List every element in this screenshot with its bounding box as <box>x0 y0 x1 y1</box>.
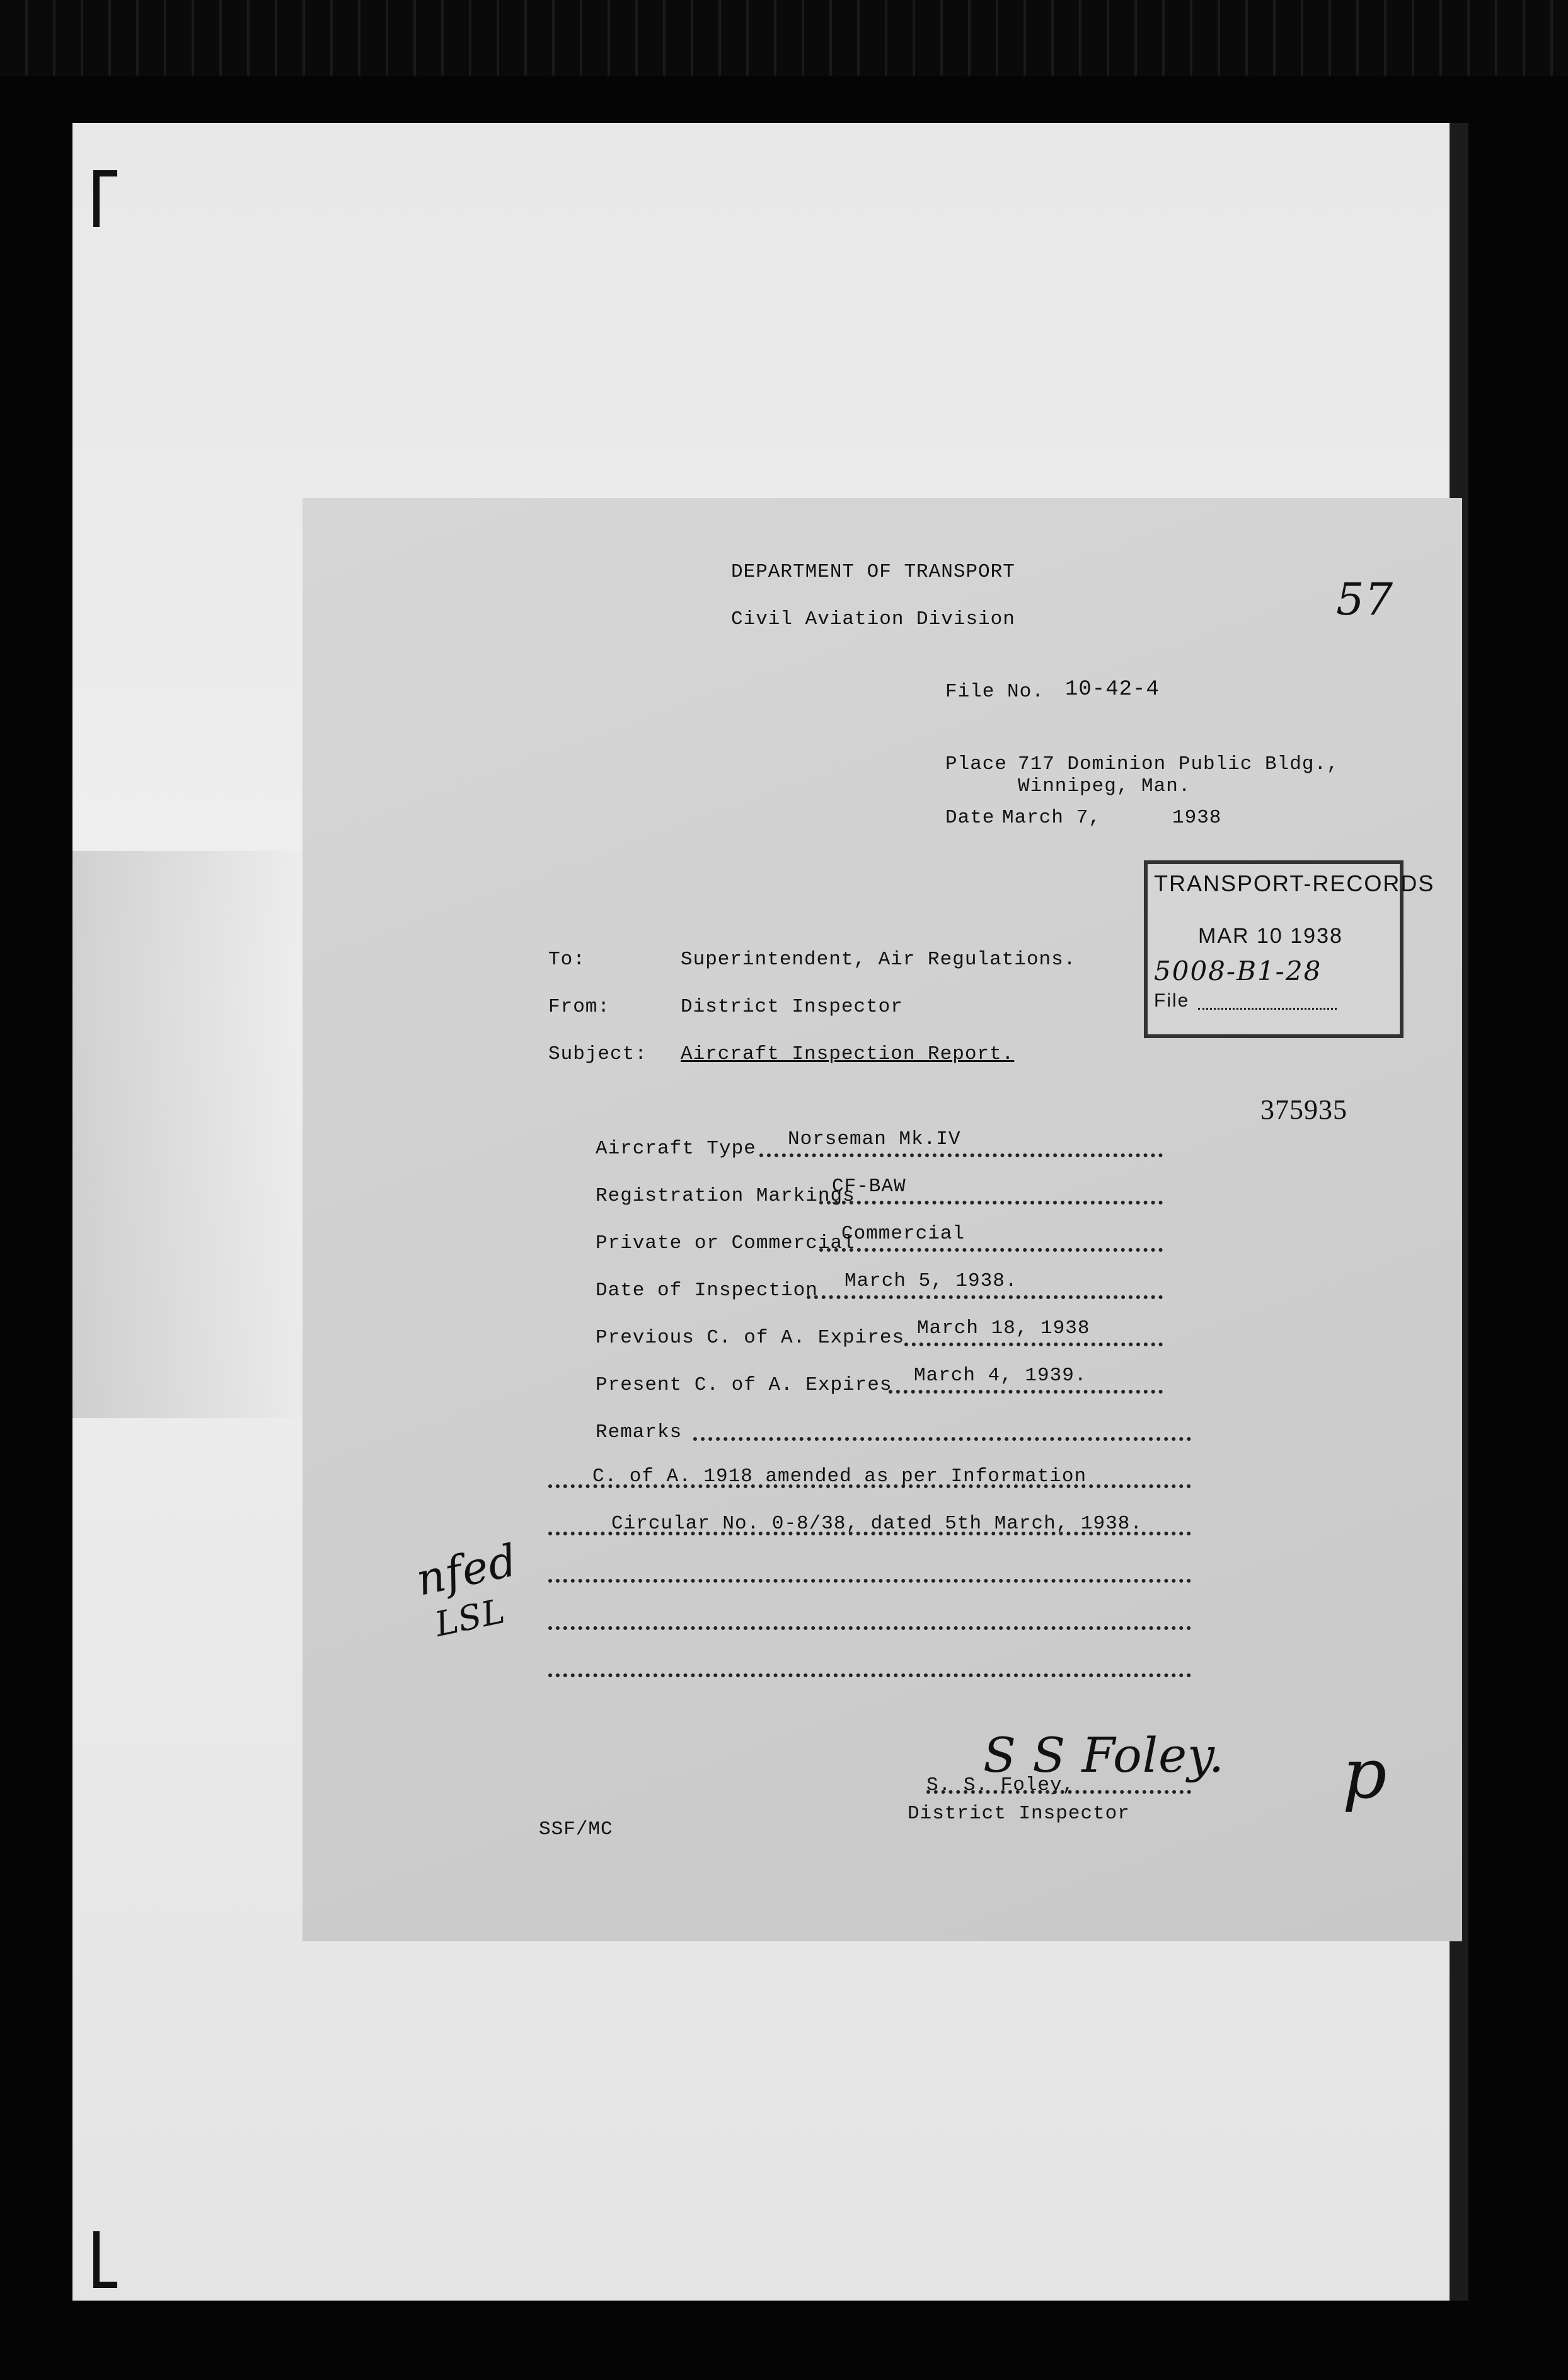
field-line <box>819 1248 1163 1252</box>
remarks-line <box>548 1673 1191 1677</box>
field-value-private-commercial: Commercial <box>841 1223 966 1245</box>
place-label: Place <box>945 753 1008 775</box>
stamp-date: MAR 10 1938 <box>1198 924 1343 948</box>
field-line <box>904 1343 1163 1346</box>
field-line <box>759 1153 1163 1157</box>
date-year: 1938 <box>1172 807 1222 829</box>
place-line-1: 717 Dominion Public Bldg., <box>1018 753 1339 775</box>
signature-title: District Inspector <box>908 1803 1130 1825</box>
typist-reference: SSF/MC <box>539 1818 613 1840</box>
department-heading: DEPARTMENT OF TRANSPORT <box>731 561 1015 583</box>
field-value-previous-expiry: March 18, 1938 <box>917 1317 1090 1339</box>
handwritten-note-line-2: LSL <box>431 1591 509 1644</box>
field-label-private-commercial: Private or Commercial <box>596 1232 855 1254</box>
crop-mark-bottom-left <box>93 2231 117 2288</box>
stamp-file-number: 5008-B1-28 <box>1154 956 1322 986</box>
field-value-present-expiry: March 4, 1939. <box>914 1365 1087 1387</box>
field-label-present-expiry: Present C. of A. Expires <box>596 1374 892 1396</box>
to-label: To: <box>548 949 585 971</box>
division-heading: Civil Aviation Division <box>731 608 1015 630</box>
stamp-file-label: File <box>1154 990 1190 1011</box>
records-stamp <box>1144 860 1435 1038</box>
crop-mark-top-left <box>93 170 117 227</box>
remarks-line <box>548 1579 1191 1583</box>
to-value: Superintendent, Air Regulations. <box>681 949 1076 971</box>
remarks-line-2: Circular No. 0-8/38, dated 5th March, 1938. <box>611 1513 1143 1535</box>
field-label-aircraft-type: Aircraft Type <box>596 1138 756 1160</box>
reference-number: 375935 <box>1260 1094 1347 1125</box>
film-edge <box>0 0 1568 76</box>
place-line-2: Winnipeg, Man. <box>1018 775 1191 797</box>
field-label-previous-expiry: Previous C. of A. Expires <box>596 1327 905 1349</box>
initials-mark: p <box>1342 1733 1388 1814</box>
page-shadow <box>72 851 312 1418</box>
field-value-registration: CF-BAW <box>832 1176 906 1198</box>
field-label-registration: Registration Markings <box>596 1185 855 1207</box>
date-label: Date <box>945 807 995 829</box>
subject-value: Aircraft Inspection Report. <box>681 1043 1015 1065</box>
handwritten-note-line-1: nfed <box>412 1534 522 1606</box>
inspection-report-sheet <box>303 498 1462 1941</box>
file-label: File No. <box>945 681 1044 703</box>
handwritten-signature: S S Foley. <box>983 1727 1225 1783</box>
subject-label: Subject: <box>548 1043 647 1065</box>
file-number: 10-42-4 <box>1065 678 1160 702</box>
remarks-line <box>548 1626 1191 1630</box>
remarks-line-1: C. of A. 1918 amended as per Information <box>592 1465 1087 1488</box>
from-label: From: <box>548 996 611 1018</box>
field-value-aircraft-type: Norseman Mk.IV <box>788 1128 961 1150</box>
signature-line <box>926 1790 1191 1794</box>
stamp-file-line <box>1198 1008 1337 1010</box>
stamp-title: TRANSPORT-RECORDS <box>1154 870 1435 896</box>
field-value-date-inspection: March 5, 1938. <box>845 1270 1018 1292</box>
field-line <box>807 1295 1163 1299</box>
page-number: 57 <box>1336 574 1394 625</box>
field-line <box>889 1390 1163 1394</box>
remarks-label: Remarks <box>596 1421 683 1443</box>
from-value: District Inspector <box>681 996 903 1018</box>
field-label-date-inspection: Date of Inspection <box>596 1280 818 1302</box>
remarks-line <box>693 1437 1191 1441</box>
signature-name: S. S. Foley, <box>926 1774 1075 1796</box>
date-value: March 7, <box>1002 807 1101 829</box>
field-line <box>819 1201 1163 1204</box>
